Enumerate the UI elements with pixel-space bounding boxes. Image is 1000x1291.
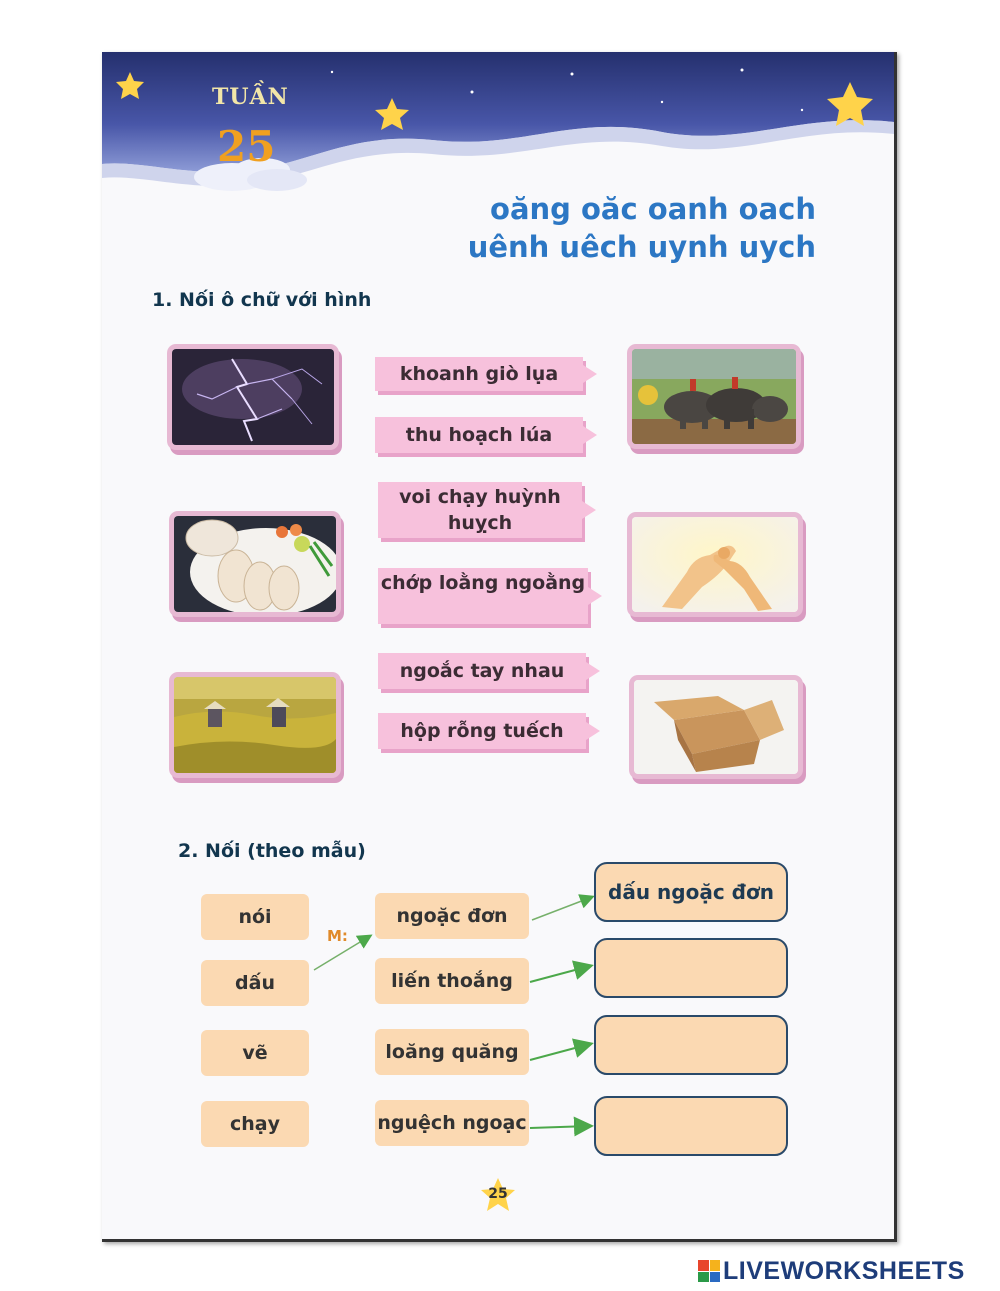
page-number: 25 xyxy=(488,1186,508,1202)
liveworksheets-logo xyxy=(698,1256,965,1286)
answer-box-2[interactable] xyxy=(594,938,788,998)
label-khoanh-gio-lua[interactable]: khoanh giò lụa xyxy=(375,357,583,391)
word-dau[interactable]: dấu xyxy=(201,960,309,1006)
example-marker: M: xyxy=(327,927,348,945)
example-answer-arrow xyxy=(532,897,592,920)
worksheet-page xyxy=(102,52,897,1242)
answer-text-1: dấu ngoặc đơn xyxy=(608,880,774,904)
answer-box-1[interactable] xyxy=(594,862,788,922)
page-number-star xyxy=(480,1177,516,1213)
label-ngoac-tay-nhau[interactable]: ngoắc tay nhau xyxy=(378,653,586,689)
week-number: 25 xyxy=(217,122,276,171)
label-voi-chay[interactable]: voi chạy huỳnh huỵch xyxy=(378,482,582,538)
lesson-title-line2: uênh uêch uynh uych xyxy=(467,230,816,264)
answer-box-3[interactable] xyxy=(594,1015,788,1075)
word-loang-quang[interactable]: loăng quăng xyxy=(375,1029,529,1075)
exercise1-heading: 1. Nối ô chữ với hình xyxy=(152,289,372,311)
answer-arrow-3 xyxy=(530,1044,590,1060)
week-label: TUẦN xyxy=(212,84,289,110)
word-noi[interactable]: nói xyxy=(201,894,309,940)
brand-name: LIVEWORKSHEETS xyxy=(723,1256,965,1285)
word-ve[interactable]: vẽ xyxy=(201,1030,309,1076)
label-chop-loang-ngoang[interactable]: chớp loằng ngoằng xyxy=(378,568,588,624)
answer-arrow-4 xyxy=(530,1126,590,1128)
lesson-title-line1: oăng oăc oanh oach xyxy=(490,192,816,226)
answer-arrow-2 xyxy=(530,966,590,982)
word-nguech-ngoac[interactable]: nguệch ngoạc xyxy=(375,1100,529,1146)
answer-box-4[interactable] xyxy=(594,1096,788,1156)
word-lien-thoang[interactable]: liến thoắng xyxy=(375,958,529,1004)
word-chay[interactable]: chạy xyxy=(201,1101,309,1147)
exercise2-heading: 2. Nối (theo mẫu) xyxy=(178,840,366,862)
liveworksheets-icon xyxy=(698,1260,720,1282)
label-hop-rong-tuech[interactable]: hộp rỗng tuếch xyxy=(378,713,586,749)
word-ngoac-don[interactable]: ngoặc đơn xyxy=(375,893,529,939)
label-thu-hoach-lua[interactable]: thu hoạch lúa xyxy=(375,417,583,453)
